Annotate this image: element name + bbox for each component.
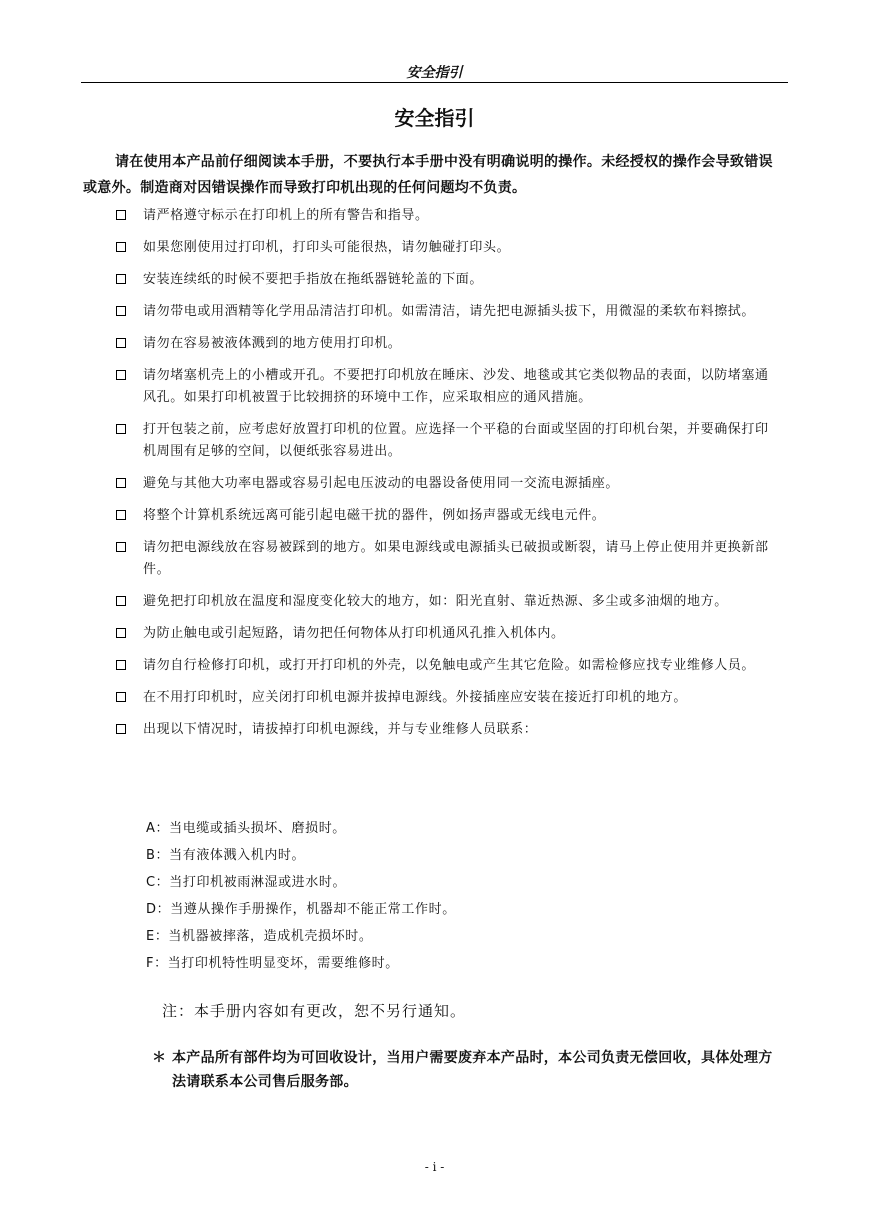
list-item bbox=[116, 537, 782, 581]
checkbox-bullet-icon bbox=[116, 306, 126, 316]
checkbox-bullet-icon bbox=[116, 370, 126, 380]
checkbox-bullet-icon bbox=[116, 724, 126, 734]
checkbox-bullet-icon bbox=[116, 274, 126, 284]
page-title: 安全指引 bbox=[394, 106, 475, 130]
recycle-notice-text: 本产品所有部件均为可回收设计，当用户需要废弃本产品时，本公司负责无偿回收，具体处理方法请联系本公司售后服务部。 bbox=[172, 1050, 773, 1090]
list-item bbox=[116, 269, 782, 291]
checkbox-bullet-icon bbox=[116, 510, 126, 520]
change-notice: 注：本手册内容如有更改，恕不另行通知。 bbox=[162, 1002, 467, 1020]
list-item bbox=[116, 591, 782, 613]
list-item-text: 为防止触电或引起短路，请勿把任何物体从打印机通风孔推入机体内。 bbox=[143, 626, 565, 641]
sub-list-item: E：当机器被摔落，造成机壳损坏时。 bbox=[146, 929, 373, 944]
checkbox-bullet-icon bbox=[116, 424, 126, 434]
running-header: 安全指引 bbox=[406, 65, 463, 81]
safety-list bbox=[116, 205, 782, 751]
list-item bbox=[116, 719, 782, 741]
list-item bbox=[116, 205, 782, 227]
list-item bbox=[116, 655, 782, 677]
checkbox-bullet-icon bbox=[116, 542, 126, 552]
list-item-text: 请勿在容易被液体溅到的地方使用打印机。 bbox=[143, 336, 402, 351]
list-item bbox=[116, 623, 782, 645]
list-item-text: 安装连续纸的时候不要把手指放在拖纸器链轮盖的下面。 bbox=[143, 272, 484, 287]
sub-list-item: A：当电缆或插头损坏、磨损时。 bbox=[146, 821, 346, 836]
list-item-text: 请勿把电源线放在容易被踩到的地方。如果电源线或电源插头已破损或断裂，请马上停止使用并更换新部件。 bbox=[143, 540, 769, 577]
header-rule bbox=[81, 82, 788, 83]
checkbox-bullet-icon bbox=[116, 596, 126, 606]
sub-list bbox=[146, 815, 456, 977]
list-item-text: 请严格遵守标示在打印机上的所有警告和指导。 bbox=[143, 208, 429, 223]
sub-list-item: D：当遵从操作手册操作，机器却不能正常工作时。 bbox=[146, 902, 456, 917]
list-item-text: 出现以下情况时，请拔掉打印机电源线，并与专业维修人员联系： bbox=[143, 722, 538, 737]
sub-list-item: F：当打印机特性明显变坏，需要维修时。 bbox=[146, 956, 399, 971]
list-item bbox=[116, 505, 782, 527]
checkbox-bullet-icon bbox=[116, 478, 126, 488]
page-number: - i - bbox=[424, 1160, 445, 1174]
checkbox-bullet-icon bbox=[116, 660, 126, 670]
list-item bbox=[116, 301, 782, 323]
sub-list-item: B：当有液体溅入机内时。 bbox=[146, 848, 306, 863]
recycle-notice bbox=[152, 1046, 782, 1094]
checkbox-bullet-icon bbox=[116, 210, 126, 220]
sub-list-item: C：当打印机被雨淋湿或进水时。 bbox=[146, 875, 347, 890]
checkbox-bullet-icon bbox=[116, 628, 126, 638]
list-item-text: 请勿带电或用酒精等化学用品清洁打印机。如需清洁，请先把电源插头拔下，用微湿的柔软布料擦拭。 bbox=[143, 304, 756, 319]
list-item bbox=[116, 473, 782, 495]
list-item bbox=[116, 687, 782, 709]
asterisk-icon: ＊ bbox=[152, 1050, 167, 1066]
list-item bbox=[116, 333, 782, 355]
list-item-text: 在不用打印机时，应关闭打印机电源并拔掉电源线。外接插座应安装在接近打印机的地方。 bbox=[143, 690, 688, 705]
list-item bbox=[116, 419, 782, 463]
checkbox-bullet-icon bbox=[116, 338, 126, 348]
list-item-text: 请勿自行检修打印机，或打开打印机的外壳，以免触电或产生其它危险。如需检修应找专业维修人员。 bbox=[143, 658, 756, 673]
checkbox-bullet-icon bbox=[116, 692, 126, 702]
list-item-text: 打开包装之前，应考虑好放置打印机的位置。应选择一个平稳的台面或坚固的打印机台架，并要确保打印机周围有足够的空间，以便纸张容易进出。 bbox=[143, 422, 769, 459]
checkbox-bullet-icon bbox=[116, 242, 126, 252]
list-item-text: 将整个计算机系统远离可能引起电磁干扰的器件，例如扬声器或无线电元件。 bbox=[143, 508, 606, 523]
intro-paragraph: 请在使用本产品前仔细阅读本手册，不要执行本手册中没有明确说明的操作。未经授权的操作会导致错误或意外。制造商对因错误操作而导致打印机出现的任何问题均不负责。 bbox=[83, 154, 773, 196]
list-item bbox=[116, 365, 782, 409]
list-item-text: 如果您刚使用过打印机，打印头可能很热，请勿触碰打印头。 bbox=[143, 240, 511, 255]
list-item bbox=[116, 237, 782, 259]
list-item-text: 避免把打印机放在温度和湿度变化较大的地方，如：阳光直射、靠近热源、多尘或多油烟的地方。 bbox=[143, 594, 728, 609]
list-item-text: 避免与其他大功率电器或容易引起电压波动的电器设备使用同一交流电源插座。 bbox=[143, 476, 620, 491]
list-item-text: 请勿堵塞机壳上的小槽或开孔。不要把打印机放在睡床、沙发、地毯或其它类似物品的表面，以防堵塞通风孔。如果打印机被置于比较拥挤的环境中工作，应采取相应的通风措施。 bbox=[143, 368, 769, 405]
